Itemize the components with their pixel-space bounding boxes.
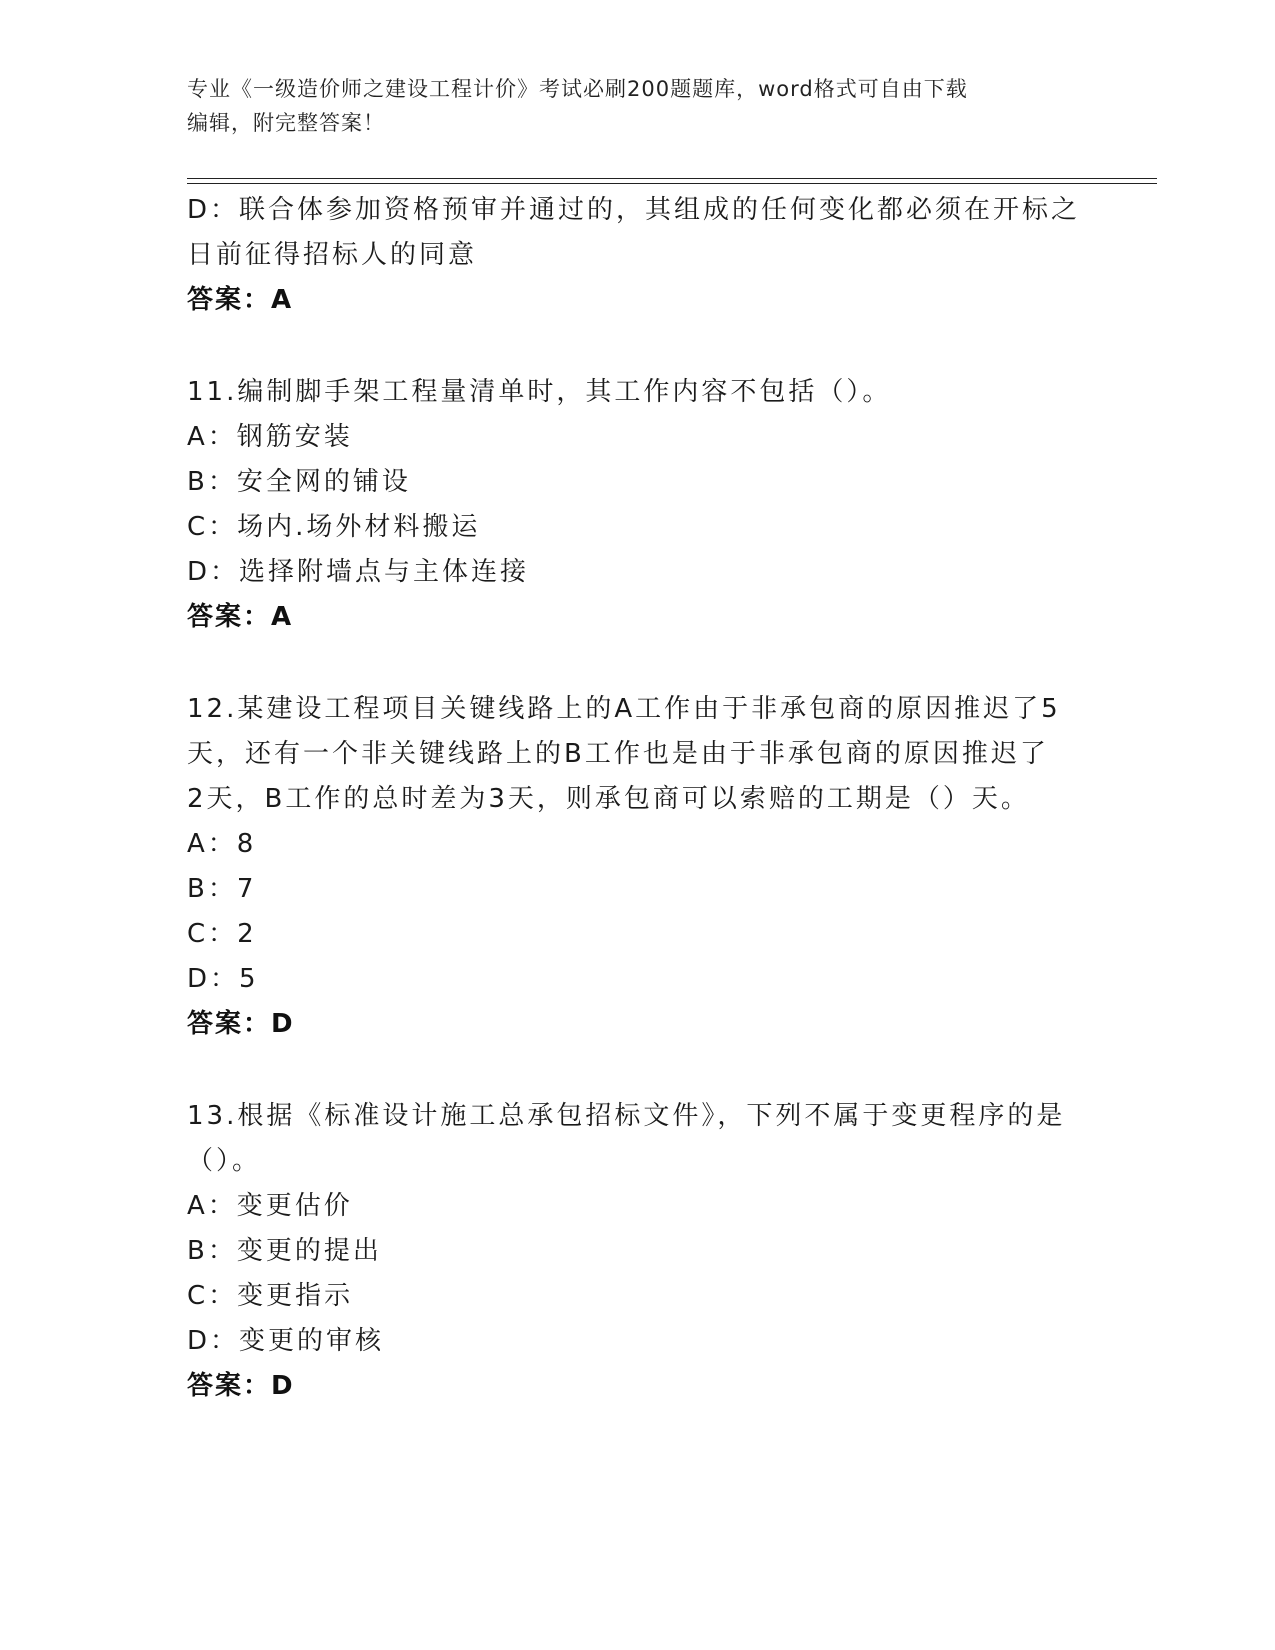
answer-line: 答案：A xyxy=(187,285,294,315)
question-stem-line-1: 13.根据《标准设计施工总承包招标文件》，下列不属于变更程序的是 xyxy=(187,1101,1066,1131)
option-b: B：7 xyxy=(187,874,257,904)
option-c: C：场内.场外材料搬运 xyxy=(187,512,481,542)
page-header xyxy=(187,72,1087,140)
option-a: A：钢筋安装 xyxy=(187,422,353,452)
option-b: B：变更的提出 xyxy=(187,1236,382,1266)
question-stem-line-2: 天，还有一个非关键线路上的B工作也是由于非承包商的原因推迟了 xyxy=(187,739,1049,769)
question-stem-line-3: 2天，B工作的总时差为3天，则承包商可以索赔的工期是（）天。 xyxy=(187,784,1030,814)
option-b: B：安全网的铺设 xyxy=(187,467,411,497)
question-12 xyxy=(187,687,1087,1047)
question-13 xyxy=(187,1094,1087,1409)
answer-line: 答案：D xyxy=(187,1009,295,1039)
question-10-tail xyxy=(187,188,1087,323)
question-11 xyxy=(187,370,1087,640)
option-a: A：8 xyxy=(187,829,257,859)
header-divider-bottom xyxy=(187,183,1157,184)
option-d: D：选择附墙点与主体连接 xyxy=(187,557,530,587)
answer-line: 答案：D xyxy=(187,1371,295,1401)
option-d-line-1: D：联合体参加资格预审并通过的，其组成的任何变化都必须在开标之 xyxy=(187,195,1081,225)
question-content xyxy=(187,188,1087,1409)
question-stem-line-2: （）。 xyxy=(187,1146,262,1176)
header-line-2: 编辑，附完整答案！ xyxy=(187,111,385,135)
header-line-1: 专业《一级造价师之建设工程计价》考试必刷200题题库，word格式可自由下载 xyxy=(187,77,968,101)
option-d-line-2: 日前征得招标人的同意 xyxy=(187,240,478,270)
answer-line: 答案：A xyxy=(187,602,294,632)
spacer xyxy=(187,640,1087,687)
question-stem: 11.编制脚手架工程量清单时，其工作内容不包括（）。 xyxy=(187,377,892,407)
option-a: A：变更估价 xyxy=(187,1191,353,1221)
question-stem-line-1: 12.某建设工程项目关键线路上的A工作由于非承包商的原因推迟了5 xyxy=(187,694,1061,724)
header-divider-top xyxy=(187,178,1157,179)
option-c: C：变更指示 xyxy=(187,1281,354,1311)
option-d: D：变更的审核 xyxy=(187,1326,385,1356)
option-c: C：2 xyxy=(187,919,257,949)
spacer xyxy=(187,323,1087,370)
spacer xyxy=(187,1047,1087,1094)
option-d: D：5 xyxy=(187,964,259,994)
